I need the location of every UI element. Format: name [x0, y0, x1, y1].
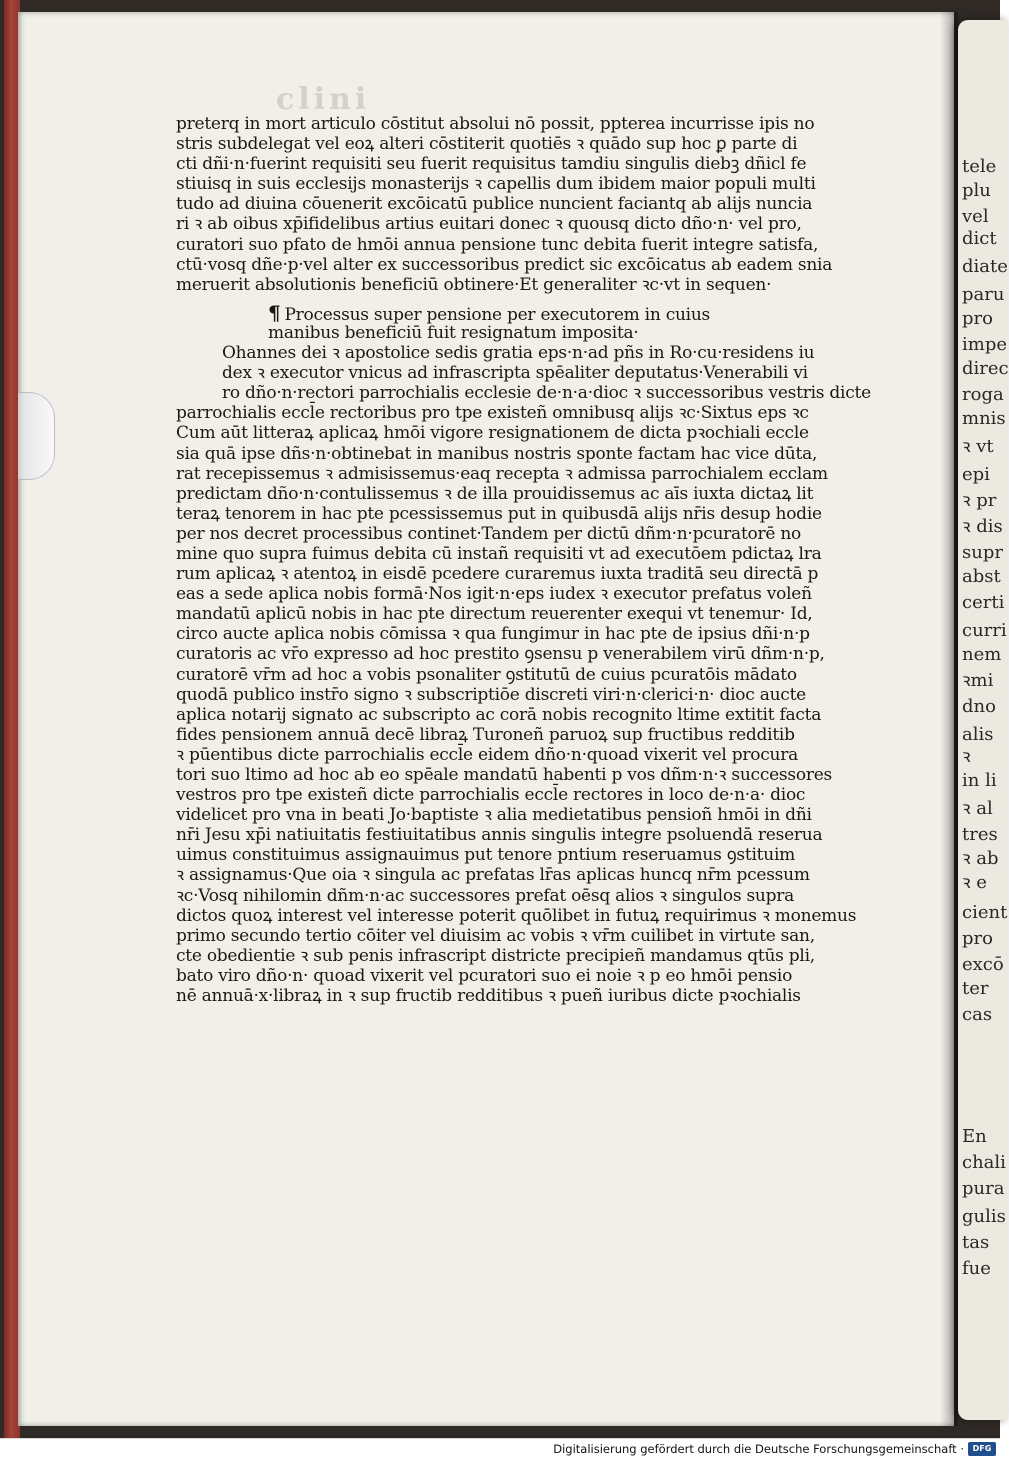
text-line [176, 644, 896, 664]
facing-page-fragment: En [962, 1126, 987, 1147]
line-text: ꝛ assignamus·Que oia ꝛ singula ac prefatas lr̄as aplicas huncq nr̄m pcessum [176, 865, 810, 886]
line-text: eas a sede aplica nobis formā·Nos igit·n·eps iudex ꝛ executor prefatus voleñ [176, 584, 812, 605]
funding-credit: Digitalisierung gefördert durch die Deutsche Forschungsgemeinschaft · [553, 1442, 964, 1456]
facing-page-fragment: diate [962, 256, 1008, 277]
facing-page-fragment: epi [962, 464, 990, 485]
text-line [176, 986, 896, 1006]
text-line [176, 765, 896, 785]
text-line: cti dñi·n·fuerint requisiti seu fuerit requisitus tamdiu singulis diebꝫ dñicl fe [176, 154, 807, 175]
facing-page-fragment: certi [962, 592, 1005, 613]
line-text: ꝛ pūentibus dicte parrochialis eccl̄e eidem dño·n·quoad vixerit vel procura [176, 744, 798, 765]
facing-page-fragment: ꝛ pr [962, 490, 997, 511]
facing-page-fragment: nem [962, 644, 1002, 665]
facing-page-fragment: cient [962, 902, 1008, 923]
text-line [176, 423, 896, 443]
facing-page-fragment: dict [962, 228, 997, 249]
line-text: primo secundo tertio cōiter vel diuisim ac vobis ꝛ vr̄m cuilibet in virtute san, [176, 925, 815, 946]
facing-page-fragment: tele [962, 156, 997, 177]
text-line [176, 464, 896, 484]
facing-page-fragment: ꝛ e [962, 872, 987, 893]
facing-page [958, 20, 1008, 1420]
bleed-through-text: clini [276, 82, 371, 117]
text-line: curatori suo pfato de hmōi annua pensione tunc debita fuerit integre satisfa, [176, 234, 819, 255]
line-text: Ohannes dei ꝛ apostolice sedis gratia eps·n·ad pñs in Ro·cu·residens iu [222, 343, 815, 364]
facing-page-fragment: abst [962, 566, 1001, 587]
facing-page-fragment: direc [962, 358, 1009, 379]
line-text: mine quo supra fuimus debita cū instañ requisiti vt ad executōem pdictaꝝ lra [176, 543, 822, 564]
facing-page-fragment: pura [962, 1178, 1005, 1199]
text-line [176, 484, 896, 504]
text-line [176, 544, 896, 564]
line-text: videlicet pro vna in beati Jo·baptiste ꝛ alia medietatibus pensioñ hmōi in dñi [176, 805, 812, 826]
line-text: ro dño·n·rectori parrochialis ecclesie de·n·a·dioc ꝛ successoribus vestris dicte [222, 383, 871, 404]
line-text: circo aucte aplica nobis cōmissa ꝛ qua fungimur in hac pte de ipsius dñi·n·p [176, 624, 810, 645]
line-text: rum aplicaꝝ ꝛ atentoꝝ in eisdē pcedere curaremus iuxta traditā seu directā p [176, 564, 819, 585]
text-line [176, 685, 896, 705]
line-text: per nos decret processibus continet·Tandem per dictū dñm·n·pcuratorē no [176, 523, 802, 544]
text-line [176, 584, 896, 604]
facing-page-fragment: curri [962, 620, 1007, 641]
text-line [176, 665, 896, 685]
facing-page-fragment: pro [962, 928, 993, 949]
text-line [176, 745, 896, 765]
facing-page-fragment: ꝛ ab [962, 848, 999, 869]
text-line [176, 383, 896, 403]
text-line [176, 886, 896, 906]
line-text: vestros pro tpe existeñ dicte parrochialis eccl̄e rectores in loco de·n·a· dioc [176, 785, 806, 806]
facing-page-fragment: ter [962, 978, 989, 999]
text-line [176, 444, 896, 464]
line-text: ꝛc·Vosq nihilomin dñm·n·ac successores prefat oēsq alios ꝛ singulos supra [176, 885, 795, 906]
text-line [176, 363, 896, 383]
text-line [176, 966, 896, 986]
facing-page-fragment: vel [962, 206, 989, 227]
text-line [176, 403, 896, 423]
text-line [176, 825, 896, 845]
facing-page-fragment: dno [962, 696, 996, 717]
footer [0, 1438, 1000, 1461]
facing-page-fragment: roga [962, 384, 1004, 405]
heading-text: Processus super pensione per executorem in cuius [284, 304, 711, 325]
line-text: fides pensionem annuā decē libraꝝ Turoneñ paruoꝝ sup fructibus redditib [176, 724, 795, 745]
text-line: ri ꝛ ab oibus xp̄ifidelibus artius euitari donec ꝛ quousq dicto dño·n· vel pro, [176, 214, 802, 235]
facing-page-fragment: plu [962, 180, 991, 201]
facing-page-fragment: ꝛ [962, 746, 971, 767]
text-line: stris subdelegat vel eoꝝ alteri cōstiterit quotiēs ꝛ quādo sup hoc ꝑ parte di [176, 134, 798, 155]
facing-page-fragment: ꝛ al [962, 798, 993, 819]
facing-page-fragment: supr [962, 542, 1003, 563]
facing-page-fragment: gulis [962, 1206, 1006, 1227]
gutter-shadow [940, 12, 958, 1426]
facing-page-fragment: fue [962, 1258, 991, 1279]
text-line [176, 504, 896, 524]
line-text: predictam dño·n·contulissemus ꝛ de illa prouidissemus ac aīs iuxta dictaꝝ lit [176, 483, 814, 504]
facing-page-fragment: ꝛ dis [962, 516, 1003, 537]
text-line [176, 564, 896, 584]
line-text: cte obedientie ꝛ sub penis infrascript districte precipieñ mandamus qtūs pli, [176, 945, 815, 966]
facing-page-fragment: ꝛmi [962, 670, 994, 691]
section-heading-line [176, 300, 888, 325]
line-text: sia quā ipse dñs·n·obtinebat in manibus nostris sponte factam hac vice dūta, [176, 443, 818, 464]
text-line [176, 705, 896, 725]
facing-page-fragment: pro [962, 308, 993, 329]
pilcrow-icon: ¶ [268, 300, 281, 325]
text-block [176, 114, 896, 1006]
text-line [176, 926, 896, 946]
text-line [176, 785, 896, 805]
facing-page-fragment: chali [962, 1152, 1006, 1173]
line-text: mandatū aplicū nobis in hac pte directum reuerenter exequi vt tenemur· Id, [176, 604, 813, 625]
line-text: curatoris ac vr̄o expresso ad hoc prestito ꝯsensu p venerabilem virū dñm·n·p, [176, 644, 825, 665]
line-text: tori suo ltimo ad hoc ab eo spēale mandatū habenti p vos dñm·n·ꝛ successores [176, 765, 833, 785]
facing-page-fragment: in li [962, 770, 997, 791]
line-text: dex ꝛ executor vnicus ad infrascripta spēaliter deputatus·Venerabili vi [222, 363, 808, 384]
facing-page-fragment: tas [962, 1232, 990, 1253]
text-line [176, 343, 896, 363]
line-text: bato viro dño·n· quoad vixerit vel pcuratori suo ei noie ꝛ p eo hmōi pensio [176, 965, 793, 986]
line-text: uimus constituimus assignauimus put tenore pntium reseruamus ꝯstituim [176, 845, 796, 866]
text-line: ctū·vosq dñe·p·vel alter ex successoribus predict sic excōicatus ab eadem snia [176, 254, 833, 275]
text-line: tudo ad diuina cōuenerit excōicatū publice nuncient faciantq ab alijs nuncia [176, 194, 813, 215]
heading-text: manibus beneficiū fuit resignatum imposita· [268, 322, 639, 343]
facing-page-fragment: ꝛ vt [962, 436, 994, 457]
facing-page-fragment: paru [962, 284, 1005, 305]
section-heading-line [176, 323, 888, 343]
text-line [176, 946, 896, 966]
line-text: quodā publico instr̄o signo ꝛ subscriptiōe discreti viri·n·clerici·n· dioc aucte [176, 684, 806, 705]
line-text: nr̄i Jesu xp̄i natiuitatis festiuitatibus annis singulis integre psoluendā reserua [176, 825, 823, 846]
line-text: aplica notarij signato ac subscripto ac corā nobis recognito ltime extitit facta [176, 704, 822, 725]
text-line: meruerit absolutionis beneficiū obtinere·Et generaliter ꝛc·vt in sequen· [176, 274, 772, 295]
paragraph-gap [176, 295, 896, 303]
text-line [176, 805, 896, 825]
facing-page-fragment: cas [962, 1004, 993, 1025]
facing-page-fragment: impe [962, 334, 1007, 355]
facing-page-fragment: excō [962, 954, 1004, 975]
facing-page-fragment: tres [962, 824, 998, 845]
facing-page-fragment: mnis [962, 408, 1006, 429]
facing-page-fragment: alis [962, 724, 994, 745]
line-text: parrochialis eccl̄e rectoribus pro tpe existeñ omnibusq alijs ꝛc·Sixtus eps ꝛc [176, 403, 809, 424]
text-line [176, 865, 896, 885]
text-line [176, 524, 896, 544]
text-line [176, 845, 896, 865]
text-line [176, 604, 896, 624]
line-text: rat recepissemus ꝛ admisissemus·eaq recepta ꝛ admissa parrochialem ecclam [176, 463, 828, 484]
line-text: dictos quoꝝ interest vel interesse poterit quōlibet in futuꝝ requirimus ꝛ monemus [176, 905, 857, 926]
line-text: Cum aūt litteraꝝ aplicaꝝ hmōi vigore resignationem de dicta pꝛochiali eccle [176, 423, 809, 444]
text-line [176, 624, 896, 644]
text-line [176, 725, 896, 745]
text-line: preterq in mort articulo cōstitut absolui nō possit, ppterea incurrisse ipis no [176, 114, 815, 134]
line-text: nē annuā·x·libraꝝ in ꝛ sup fructib redditibus ꝛ pueñ iuribus dicte pꝛochialis [176, 986, 801, 1007]
line-text: curatorē vr̄m ad hoc a vobis psonaliter ꝯstitutū de cuius pcuratōis mādato [176, 664, 797, 685]
text-line: stiuisq in suis ecclesijs monasterijs ꝛ capellis dum ibidem maior populi multi [176, 174, 816, 195]
text-line [176, 906, 896, 926]
page-clip [18, 392, 55, 480]
line-text: teraꝝ tenorem in hac pte pcessissemus put in quibusdā alijs nr̄is desup hodie [176, 503, 822, 524]
dfg-logo: DFG [968, 1442, 996, 1456]
